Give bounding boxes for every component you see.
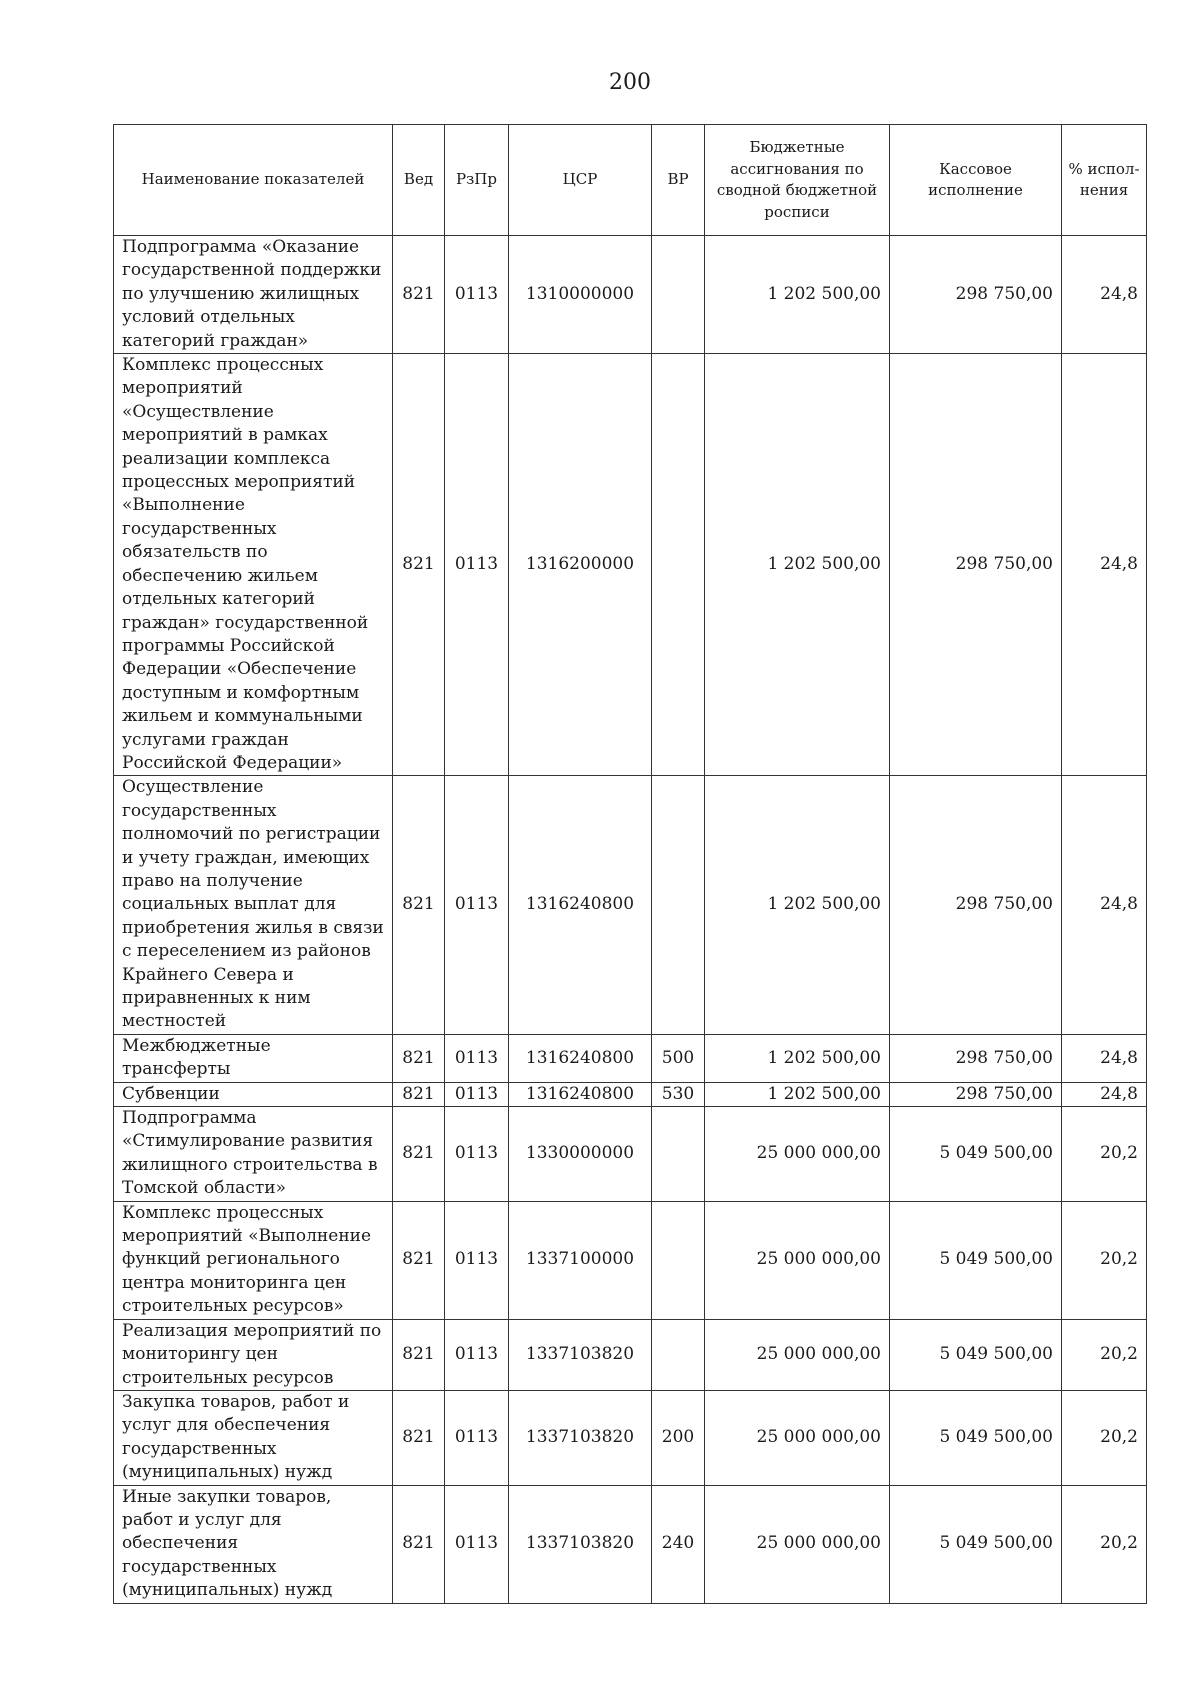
cell-ved: 821 [393,1201,445,1319]
cell-pct: 24,8 [1062,236,1147,354]
cell-rzpr: 0113 [445,1319,509,1390]
cell-name: Субвенции [114,1082,393,1106]
cell-ved: 821 [393,1319,445,1390]
cell-vr: 240 [652,1485,705,1603]
header-pct: % испол-нения [1062,125,1147,236]
cell-ved: 821 [393,1107,445,1202]
cell-ved: 821 [393,1390,445,1485]
cell-budget: 1 202 500,00 [705,1082,890,1106]
header-csr: ЦСР [509,125,652,236]
cell-name: Закупка товаров, работ и услуг для обеспечения государственных (муниципальных) нужд [114,1390,393,1485]
cell-pct: 24,8 [1062,354,1147,776]
cell-cash: 298 750,00 [890,354,1062,776]
header-budget: Бюджетные ассигнования по сводной бюджетной росписи [705,125,890,236]
cell-csr: 1316240800 [509,1082,652,1106]
header-cash: Кассовое исполнение [890,125,1062,236]
cell-csr: 1316240800 [509,776,652,1034]
table-body [114,236,1147,1604]
cell-ved: 821 [393,776,445,1034]
cell-pct: 20,2 [1062,1107,1147,1202]
cell-name: Комплекс процессных мероприятий «Выполнение функций регионального центра мониторинга цен строительных ресурсов» [114,1201,393,1319]
cell-cash: 5 049 500,00 [890,1319,1062,1390]
header-name: Наименование показателей [114,125,393,236]
table-row [114,1107,1147,1202]
cell-cash: 5 049 500,00 [890,1201,1062,1319]
cell-ved: 821 [393,1485,445,1603]
cell-cash: 298 750,00 [890,1082,1062,1106]
cell-budget: 1 202 500,00 [705,354,890,776]
table-row [114,354,1147,776]
table-row [114,1319,1147,1390]
cell-budget: 25 000 000,00 [705,1201,890,1319]
cell-pct: 24,8 [1062,776,1147,1034]
cell-csr: 1310000000 [509,236,652,354]
table-header-row [114,125,1147,236]
cell-vr: 200 [652,1390,705,1485]
cell-budget: 1 202 500,00 [705,236,890,354]
cell-rzpr: 0113 [445,1107,509,1202]
cell-name: Осуществление государственных полномочий по регистрации и учету граждан, имеющих право на получение социальных выплат для приобретения жилья в связи с переселением из районов Крайнего Севера и приравненных к ним местностей [114,776,393,1034]
page-number: 200 [609,70,651,95]
cell-rzpr: 0113 [445,354,509,776]
cell-csr: 1316240800 [509,1034,652,1082]
cell-rzpr: 0113 [445,1390,509,1485]
cell-pct: 20,2 [1062,1319,1147,1390]
cell-budget: 25 000 000,00 [705,1319,890,1390]
table-row [114,1485,1147,1603]
cell-cash: 298 750,00 [890,236,1062,354]
cell-pct: 24,8 [1062,1034,1147,1082]
cell-name: Подпрограмма «Оказание государственной поддержки по улучшению жилищных условий отдельных категорий граждан» [114,236,393,354]
cell-rzpr: 0113 [445,1485,509,1603]
cell-ved: 821 [393,354,445,776]
cell-pct: 20,2 [1062,1390,1147,1485]
cell-csr: 1337103820 [509,1390,652,1485]
cell-ved: 821 [393,236,445,354]
cell-vr: 500 [652,1034,705,1082]
cell-name: Комплекс процессных мероприятий «Осуществление мероприятий в рамках реализации комплекса процессных мероприятий «Выполнение государственных обязательств по обеспечению жильем отдельных категорий граждан» государственной программы Российской Федерации «Обеспечение доступным и комфортным жильем и коммунальными услугами граждан Российской Федерации» [114,354,393,776]
cell-budget: 1 202 500,00 [705,776,890,1034]
cell-cash: 298 750,00 [890,1034,1062,1082]
cell-vr [652,1201,705,1319]
table-row [114,1034,1147,1082]
cell-rzpr: 0113 [445,776,509,1034]
cell-csr: 1330000000 [509,1107,652,1202]
budget-table [113,124,1147,1604]
cell-name: Реализация мероприятий по мониторингу цен строительных ресурсов [114,1319,393,1390]
table-row [114,1390,1147,1485]
cell-cash: 5 049 500,00 [890,1485,1062,1603]
cell-cash: 5 049 500,00 [890,1107,1062,1202]
cell-csr: 1316200000 [509,354,652,776]
header-ved: Вед [393,125,445,236]
cell-ved: 821 [393,1034,445,1082]
cell-rzpr: 0113 [445,1082,509,1106]
cell-cash: 298 750,00 [890,776,1062,1034]
cell-vr [652,1319,705,1390]
cell-rzpr: 0113 [445,1201,509,1319]
cell-vr [652,354,705,776]
cell-csr: 1337103820 [509,1485,652,1603]
table-row [114,236,1147,354]
cell-cash: 5 049 500,00 [890,1390,1062,1485]
header-rzpr: РзПр [445,125,509,236]
cell-budget: 25 000 000,00 [705,1107,890,1202]
table-row [114,1082,1147,1106]
cell-vr [652,1107,705,1202]
cell-vr [652,236,705,354]
cell-budget: 25 000 000,00 [705,1390,890,1485]
header-vr: ВР [652,125,705,236]
cell-rzpr: 0113 [445,1034,509,1082]
cell-budget: 25 000 000,00 [705,1485,890,1603]
cell-pct: 20,2 [1062,1485,1147,1603]
cell-budget: 1 202 500,00 [705,1034,890,1082]
table-row [114,776,1147,1034]
cell-name: Межбюджетные трансферты [114,1034,393,1082]
cell-name: Подпрограмма «Стимулирование развития жилищного строительства в Томской области» [114,1107,393,1202]
cell-vr [652,776,705,1034]
cell-csr: 1337100000 [509,1201,652,1319]
cell-csr: 1337103820 [509,1319,652,1390]
cell-ved: 821 [393,1082,445,1106]
cell-rzpr: 0113 [445,236,509,354]
cell-pct: 20,2 [1062,1201,1147,1319]
cell-pct: 24,8 [1062,1082,1147,1106]
table-row [114,1201,1147,1319]
cell-name: Иные закупки товаров, работ и услуг для обеспечения государственных (муниципальных) нужд [114,1485,393,1603]
cell-vr: 530 [652,1082,705,1106]
